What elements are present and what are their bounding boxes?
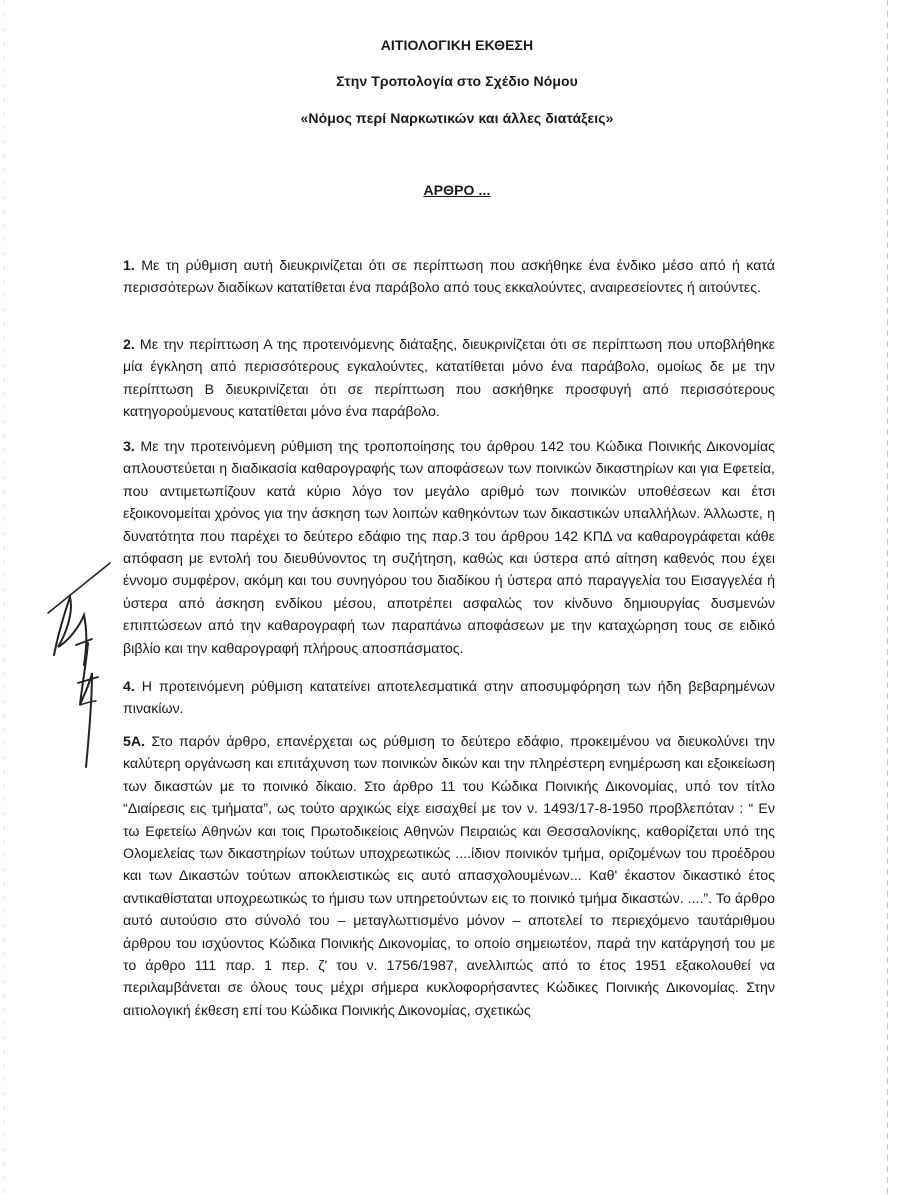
scan-edge-right	[887, 0, 888, 1195]
document-subtitle: Στην Τροπολογία στο Σχέδιο Νόμου	[336, 73, 578, 89]
bill-name: «Νόμος περί Ναρκωτικών και άλλες διατάξεις»	[300, 110, 614, 126]
paragraph-5a	[123, 731, 775, 1022]
paragraph-number: 2.	[123, 337, 135, 353]
paragraph-number: 1.	[123, 258, 135, 274]
paragraph-text: Με την προτεινόμενη ρύθμιση της τροποποίησης του άρθρου 142 του Κώδικα Ποινικής Δικονομίας απλουστεύεται η διαδικασία καθαρογραφής των αποφάσεων των ποινικών δικαστηρίων και για Εφετεία, που αντιμετωπίζουν κατά κύριο λόγο τον μεγάλο αριθμό των ποινικών υποθέσεων και έτσι εξοικονομείται χρόνος για την άσκηση των λοιπών καθηκόντων των δικαστικών υπαλλήλων. Άλλωστε, η δυνατότητα που παρέχει το δεύτερο εδάφιο της παρ.3 του άρθρου 142 ΚΠΔ να καθαρογράφεται κάθε απόφαση με εντολή του διευθύνοντος τη συζήτηση, καθώς και ύστερα από αίτηση καθενός που έχει έννομο συμφέρον, ακόμη και του συνηγόρου του διαδίκου ή ύστερα από παραγγελία του Εισαγγελέα ή ύστερα από άσκηση ενδίκου μέσου, αποτρέπει ασφαλώς τον κίνδυνο δημιουργίας δυσμενών επιπτώσεων από την καθαρογραφή των παραπάνω αποφάσεων με την καταχώρηση τους σε ειδικό βιβλίο και την καθαρογραφή πλήρους αποσπάσματος.	[123, 439, 775, 657]
paragraph-4	[123, 676, 775, 721]
scan-edge-left	[4, 0, 5, 1195]
document-title: ΑΙΤΙΟΛΟΓΙΚΗ ΕΚΘΕΣΗ	[380, 37, 534, 53]
paragraph-text: Στο παρόν άρθρο, επανέρχεται ως ρύθμιση το δεύτερο εδάφιο, προκειμένου να διευκολύνει την καλύτερη οργάνωση και επιτάχυνση των ποινικών δικών και την πληρέστερη ενημέρωση και εξοικείωση των δικαστών με το ποινικό δίκαιο. Στο άρθρο 11 του Κώδικα Ποινικής Δικονομίας, υπό τον τίτλο “Διαίρεσις εις τμήματα”, ως τούτο αρχικώς είχε εισαχθεί με τον ν. 1493/17-8-1950 προβλεπόταν : “ Εν τω Εφετείω Αθηνών και τοις Πρωτοδικείοις Αθηνών Πειραιώς και Θεσσαλονίκης, καθορίζεται υπό της Ολομελείας των δικαστηρίων τούτων υποχρεωτικώς ....ίδιον ποινικόν τμήμα, οριζομένων του προέδρου και των Δικαστών τούτων αποκλειστικώς εις αυτό απασχολουμένων... Καθ' έκαστον δικαστικό έτος αντικαθίσταται υποχρεωτικώς το ήμισυ των υπηρετούντων εις το ποινικό τμήμα δικαστών. ....”. Το άρθρο αυτό αυτούσιο στο σύνολό του – μεταγλωττισμένο μόνον – αποτελεί το περιεχόμενο ταυτάριθμου άρθρου του ισχύοντος Κώδικα Ποινικής Δικονομίας, το οποίο σημειωτέον, παρά την κατάργησή του με το άρθρο 111 παρ. 1 περ. ζ' του ν. 1756/1987, ανελλιπώς από το έτος 1951 εξακολουθεί να περιλαμβάνεται σε όλους τους μέχρι σήμερα κυκλοφορήσαντες Κώδικες Ποινικής Δικονομίας. Στην αιτιολογική έκθεση επί του Κώδικα Ποινικής Δικονομίας, σχετικώς	[123, 734, 775, 1019]
handwritten-signature-icon	[40, 555, 120, 770]
paragraph-text: Με τη ρύθμιση αυτή διευκρινίζεται ότι σε περίπτωση που ασκήθηκε ένα ένδικο μέσο από ή κατά περισσότερων διαδίκων κατατίθεται ένα παράβολο από τους εκκαλούντες, αναιρεσείοντες ή αιτούντες.	[123, 258, 775, 297]
paragraph-number: 4.	[123, 679, 135, 695]
paragraph-text: Η προτεινόμενη ρύθμιση κατατείνει αποτελεσματικά στην αποσυμφόρηση των ήδη βεβαρημένων πινακίων.	[123, 679, 775, 718]
paragraph-2	[123, 334, 775, 424]
paragraph-text: Με την περίπτωση Α της προτεινόμενης διάταξης, διευκρινίζεται ότι σε περίπτωση που υποβλήθηκε μία έγκληση από περισσότερους εγκαλούντες, κατατίθεται μόνο ένα παράβολο, ομοίως δε με την περίπτωση Β διευκρινίζεται ότι σε περίπτωση που ασκήθηκε προσφυγή από περισσότερους κατηγορούμενους κατατίθεται μόνο ένα παράβολο.	[123, 337, 775, 421]
paragraph-number: 3.	[123, 439, 135, 455]
article-heading: ΑΡΘΡΟ ...	[423, 182, 491, 198]
paragraph-1	[123, 255, 775, 300]
paragraph-3	[123, 436, 775, 660]
paragraph-number: 5Α.	[123, 734, 146, 750]
